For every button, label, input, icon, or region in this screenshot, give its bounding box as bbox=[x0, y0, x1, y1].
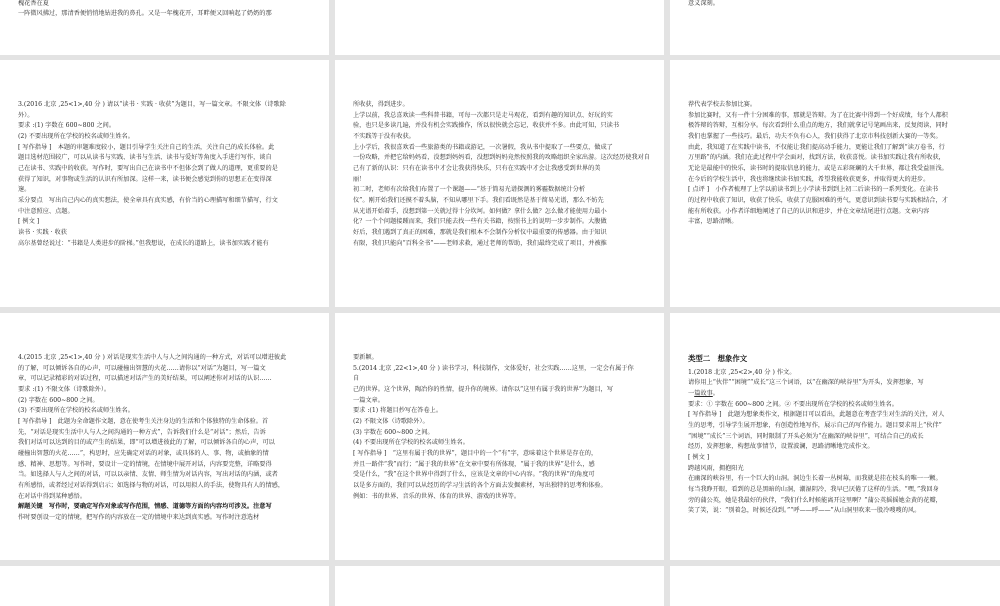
text-line: 例如：书的世界、音乐的世界、体育的世界、游戏的世界等。 bbox=[353, 492, 521, 500]
document-page-5 bbox=[335, 60, 664, 307]
text-line: (2) 不要出现所在学校的校名或师生姓名。 bbox=[18, 132, 134, 140]
text-line: 一阵微风拂过，那清香便悄悄地钻进我的鼻孔。又是一年槐花开，耳畔便又回响起了奶奶的那 bbox=[18, 10, 272, 18]
text-line: [ 写作指导 ] 此题为全命题作文题，意在使考生关注身边的生活和个体独特的生命体验。首 bbox=[18, 417, 269, 425]
text-line: 感、精神、思想等。写作时，要设计一定的情境，在情境中展开对话，内容要完整，详略要得 bbox=[18, 460, 272, 468]
text-line: [ 写作指导 ] “这里有属于我的世界”，题目中的一个“有”字，意味着这个世界是存在的， bbox=[353, 449, 598, 457]
document-page-12 bbox=[670, 566, 1000, 606]
text-line: 己在读书、实践中的收获。写作时，要写出自己在读书中不但体会到了做人的道理，更重要的是 bbox=[18, 164, 278, 172]
text-line: 受是什么，“我”在这个世界中得到了什么，应该是文章的中心内容。“我的世界”的角度可 bbox=[353, 471, 595, 479]
text-line: 荐代表学校去参加比赛。 bbox=[688, 101, 757, 108]
text-line: 要求：① 字数在 600~800 之间。② 不要出现所在学校的校名或师生姓名。 bbox=[688, 400, 898, 408]
text-line: 不实践等于没有收获。 bbox=[353, 132, 415, 140]
text-line: 外）。 bbox=[18, 111, 34, 119]
text-line: 丽！ bbox=[353, 175, 366, 183]
text-line: [ 点评 ] 小作者梳理了上学以前读书到上小学读书到到上初二后读书的一系列变化。在读书 bbox=[688, 186, 939, 194]
text-line: 丰富，思路清晰。 bbox=[688, 218, 738, 226]
text-line: 碰撞出智慧的火花……”，构思时，应先确定对话的对象，或具体的人、事、物，或抽象的情 bbox=[18, 449, 269, 457]
text-line: 己的世界。这个世界，陶冶你的性情，提升你的境界。请你以“这里有属于我的世界”为题目，写 bbox=[353, 385, 614, 393]
text-line: 意义深刻。 bbox=[688, 0, 719, 7]
text-line: 旁的蒲公英，她是我最好的伙伴，“我们什么时候能离开这里啊？”蒲公英摇摇她金黄的花瓣， bbox=[688, 496, 942, 504]
text-line: 一篇文章。 bbox=[353, 396, 384, 404]
text-line: 跨越风雨，拥抱阳光 bbox=[688, 464, 744, 472]
text-line: 的了解，可以倾诉各自的心声，可以碰撞出智慧的火花……请你以“对话”为题目，写一篇文 bbox=[18, 364, 266, 372]
text-line: 上学以前，我总喜欢读一些科普书籍，可每一次都只是走马观花，看到有趣的知识点、好玩的实 bbox=[353, 111, 613, 119]
text-line: 由此，我知道了在实践中读书，不仅能让我们提高动手能力，更能让我们了解到“读万卷书，行 bbox=[688, 143, 945, 151]
text-line: 邃。 bbox=[18, 186, 31, 194]
text-line: 获得了知识，对事物或生活的认识有所加深。这样一来，读书便会感觉到你的思想正在变得深 bbox=[18, 175, 272, 183]
text-line: 作时要创设一定的情境，把写作的内容放在一定的情境中来达到真实感。写作时注意选材 bbox=[18, 513, 260, 521]
text-line: 中注意照应、点题。 bbox=[18, 207, 74, 215]
text-line: 要新颖。 bbox=[353, 354, 378, 361]
text-line: 高尔基曾经说过：“书籍是人类进步的阶梯。”但我想说，在成长的道路上，读书加实践才能有 bbox=[18, 239, 269, 247]
text-line: [ 例文 ] bbox=[688, 453, 710, 461]
text-line: 无论是最能中的快乐，读书时的提取信息的能力，或是五彩斑斓的大千世界，都让我受益匪浅。 bbox=[688, 164, 948, 172]
text-line: 在幽深的峡谷里，有一个巨大的山洞。洞边生长着一丛树莓，而我就是挂在枝头的唯一一颗。 bbox=[688, 475, 942, 483]
text-line: “困境”“成长”三个词语，同时限制了开头必须为“在幽深的峡谷里”，可结合自己的成长 bbox=[688, 432, 924, 440]
text-line: 所收获，得到进步。 bbox=[353, 101, 409, 108]
text-line: 验，也只是多读几遍，并没有机会实践操作，所以很快就会忘记，收获并不多。由此可知，只读书 bbox=[353, 122, 620, 130]
text-line: 以是多方面的，我们可以从经历的学习生活的各个方面去发掘素材，写出独特的思考和体验。 bbox=[353, 481, 607, 489]
document-page-6 bbox=[670, 60, 1000, 307]
text-line: 槐花香在夏 bbox=[18, 0, 49, 7]
section-heading: 类型二 想象作文 bbox=[688, 354, 748, 363]
text-line: 并且一路伴“我”而行；“属于我的世界”在文章中要有所体现，“属于我的世界”是什么，感 bbox=[353, 460, 595, 468]
text-line: 初二时，老师有次给我们布置了一个课题——“基于简易光谱探测的雾霾数据统计分析 bbox=[353, 186, 586, 194]
document-page-7 bbox=[0, 313, 329, 560]
text-line: 先，“对话是现实生活中人与人之间沟通的一种方式”，告诉我们什么是“对话”；然后，告诉 bbox=[18, 428, 266, 436]
text-line: 从光谱开始着手，没想到第一关就过得十分坎坷。如何做？拿什么做？怎么做才能使用力最小 bbox=[353, 207, 607, 215]
text-line: (4) 不要出现所在学校的校名或师生姓名。 bbox=[353, 439, 469, 447]
text-line: 仪”。刚开始我们还摸不着头脑，不知从哪里下手。我们看既然是基于简易光谱，那么不妨先 bbox=[353, 196, 604, 204]
text-line: (2) 字数在 600~800 之间。 bbox=[18, 396, 99, 404]
text-line: [ 例文 ] bbox=[18, 218, 40, 226]
document-page-2 bbox=[335, 0, 664, 55]
document-page-8 bbox=[335, 313, 664, 560]
text-line: 有所感悟，或者经过对话得到启示；如选择与物的对话，可以用拟人的手法，使物具有人的情感， bbox=[18, 481, 285, 489]
text-line: 4.(2015 北京 ,25<1>,40 分 ) 对话是现实生活中人与人之间沟通的一种方式，对话可以增进彼此 bbox=[18, 354, 287, 361]
document-page-1 bbox=[0, 0, 329, 55]
text-line: (3) 不要出现所在学校的校名或师生姓名。 bbox=[18, 407, 134, 415]
text-line: 题目选材范围较广，可以从读书与实践、读书与生活、读书与爱好等角度入手进行写作，谈自 bbox=[18, 154, 272, 162]
text-line: 参加比赛时，又有一件十分困难的事，那就是答辩。为了在比赛中得到一个好成绩，每个人都积 bbox=[688, 111, 948, 119]
text-line: 3.(2016 北京 ,25<1>,40 分 ) 请以“读书 · 实践 · 收获”为题目，写一篇文章。不限文体（诗歌除 bbox=[18, 101, 286, 108]
text-line: 我们也掌握了一些技巧。最后，功夫不负有心人，我们获得了北京市科技创新大赛的一等奖。 bbox=[688, 132, 942, 140]
document-page-4 bbox=[0, 60, 329, 307]
text-line: 上小学后，我很喜欢看一些旅游类的书籍或游记，一次暑假，我从书中提取了一些要点，做成了 bbox=[353, 143, 613, 151]
text-line bbox=[688, 389, 990, 400]
text-line: 要求 :(1) 字数在 600~800 之间。 bbox=[18, 122, 116, 130]
text-line: 5.(2014 北京 ,22<1>,40 分 ) 读书学习，科技制作，文体爱好，社会实践……这里，一定会有属于你 bbox=[353, 364, 634, 372]
text-line: 自 bbox=[353, 375, 360, 383]
text-line: 要求 :(1) 不限文体（诗歌除外）。 bbox=[18, 385, 111, 393]
text-line: 经历，发挥想象，构想故事情节，设置波澜，思路清晰地完成作文。 bbox=[688, 443, 874, 451]
text-line: 我们对话可以达到的目的或产生的结果，即“可以增进彼此的了解，可以倾诉各自的心声，可以 bbox=[18, 439, 275, 447]
text-line: 每当我睁开眼，看到的总是黑暗的山洞，潮湿阴冷，我早已厌倦了这样的生活。“嘿，”我回身 bbox=[688, 485, 939, 493]
text-line: [ 写作指导 ] 此题为想象类作文，根据题目可以看出，此题意在考查学生对生活的关注，对人 bbox=[688, 411, 945, 419]
text-line: 在对话中得到某种感悟。 bbox=[18, 492, 87, 500]
underlined-text: 篇故事 bbox=[694, 390, 713, 398]
text-line: 要求 :(1) 将题目抄写在答卷上。 bbox=[353, 407, 443, 415]
text-line: [ 写作指导 ] 本题的审题难度较小，题目引导学生关注自己的生活，关注自己的成长体验。此 bbox=[18, 143, 275, 151]
text-line: 在今后的学校生活中，我也将继续读书加实践，希望我能收获更多，并取得更大的进步。 bbox=[688, 175, 930, 183]
text-line: 己有了新的认识：只有在读书中才会让我获得快乐，只有在实践中才会让我感受到世界的美 bbox=[353, 164, 601, 172]
text-line: 好后，我们遇到了真正的困难，那就是我们根本不会制作分析仪中最重要的传感器。由于知识 bbox=[353, 228, 607, 236]
text-line-prefix: 一篇故事。 bbox=[688, 390, 719, 398]
text-line: 化？一个个问题接踵而来，我们只能去找一些有关书籍，按照书上的说明一步步制作。大腹做 bbox=[353, 218, 607, 226]
text-line: 极答辩的答辩，互相分享。每次看到什么重点的地方，我们就拿记号笔画出来，反复阅读，同时 bbox=[688, 122, 948, 130]
document-page-3 bbox=[670, 0, 1000, 55]
text-line-keypoint: 解题关键 写作时，要确定写作对象或写作范围，情感、道德等方面的内容均可涉及。注意写 bbox=[18, 503, 272, 511]
text-line: 采分要点 写出自己内心的真实想法，使全章具有真实感，有价当的心理描写和细节描写，行文 bbox=[18, 196, 278, 204]
text-line: 读书 · 实践 · 收获 bbox=[18, 228, 67, 236]
text-line: 能有所收获。小作者详细地阐述了自己的认识和进步，并在文章结尾进行点题。文章内容 bbox=[688, 207, 930, 215]
text-line: (3) 字数在 600~800 之间。 bbox=[353, 428, 434, 436]
text-line: 万里路”的内涵。我们在此过程中学会面对，找到方法，收获喜悦。读书加实践让我有所收获， bbox=[688, 154, 945, 162]
text-line: 1.(2018 北京 ,25<2>,40 分 ) 作文。 bbox=[688, 368, 796, 376]
text-line: (2) 不限文体（诗歌除外）。 bbox=[353, 417, 429, 425]
text-line: 一份攻略，并把它给妈妈看，没想到妈妈看，没想到妈妈竟然按照我的攻略组织全家出游。这次经历使我对自 bbox=[353, 154, 650, 162]
text-line: 当。如选择人与人之间的对话，可以以亲情、友情、师生情为对话内容，写出对话的内涵，或者 bbox=[18, 471, 278, 479]
document-page-11 bbox=[335, 566, 664, 606]
text-line: 有限，我们只能向“百科全书”——老师求救，通过老师的帮助，我们最终完成了项目，并被推 bbox=[353, 239, 607, 247]
text-line: 的过程中收获了知识，收获了快乐，收获了克服困难的勇气，更意识到读书要与实践相结合，才 bbox=[688, 196, 948, 204]
text-line: 请你用上“伙伴”“困境”“成长”这三个词语，以“在幽深的峡谷里”为开头，发挥想象，写 bbox=[688, 379, 924, 387]
document-page-9 bbox=[670, 313, 1000, 560]
document-page-10 bbox=[0, 566, 329, 606]
text-line: 笑了笑，说：“别着急，时候还没到。”“呼——呼——”从山洞里吹来一股冷嗖嗖的风。 bbox=[688, 507, 921, 515]
text-line: 生的思考，引导学生展开想象，有创造性地写作，展示自己的写作能力。题目要求用上“伙伴” bbox=[688, 422, 942, 430]
text-line: 章，可以记录精彩的对话过程，可以描述对话产生的美好结果，可以阐述你对对话的认识…… bbox=[18, 375, 272, 383]
